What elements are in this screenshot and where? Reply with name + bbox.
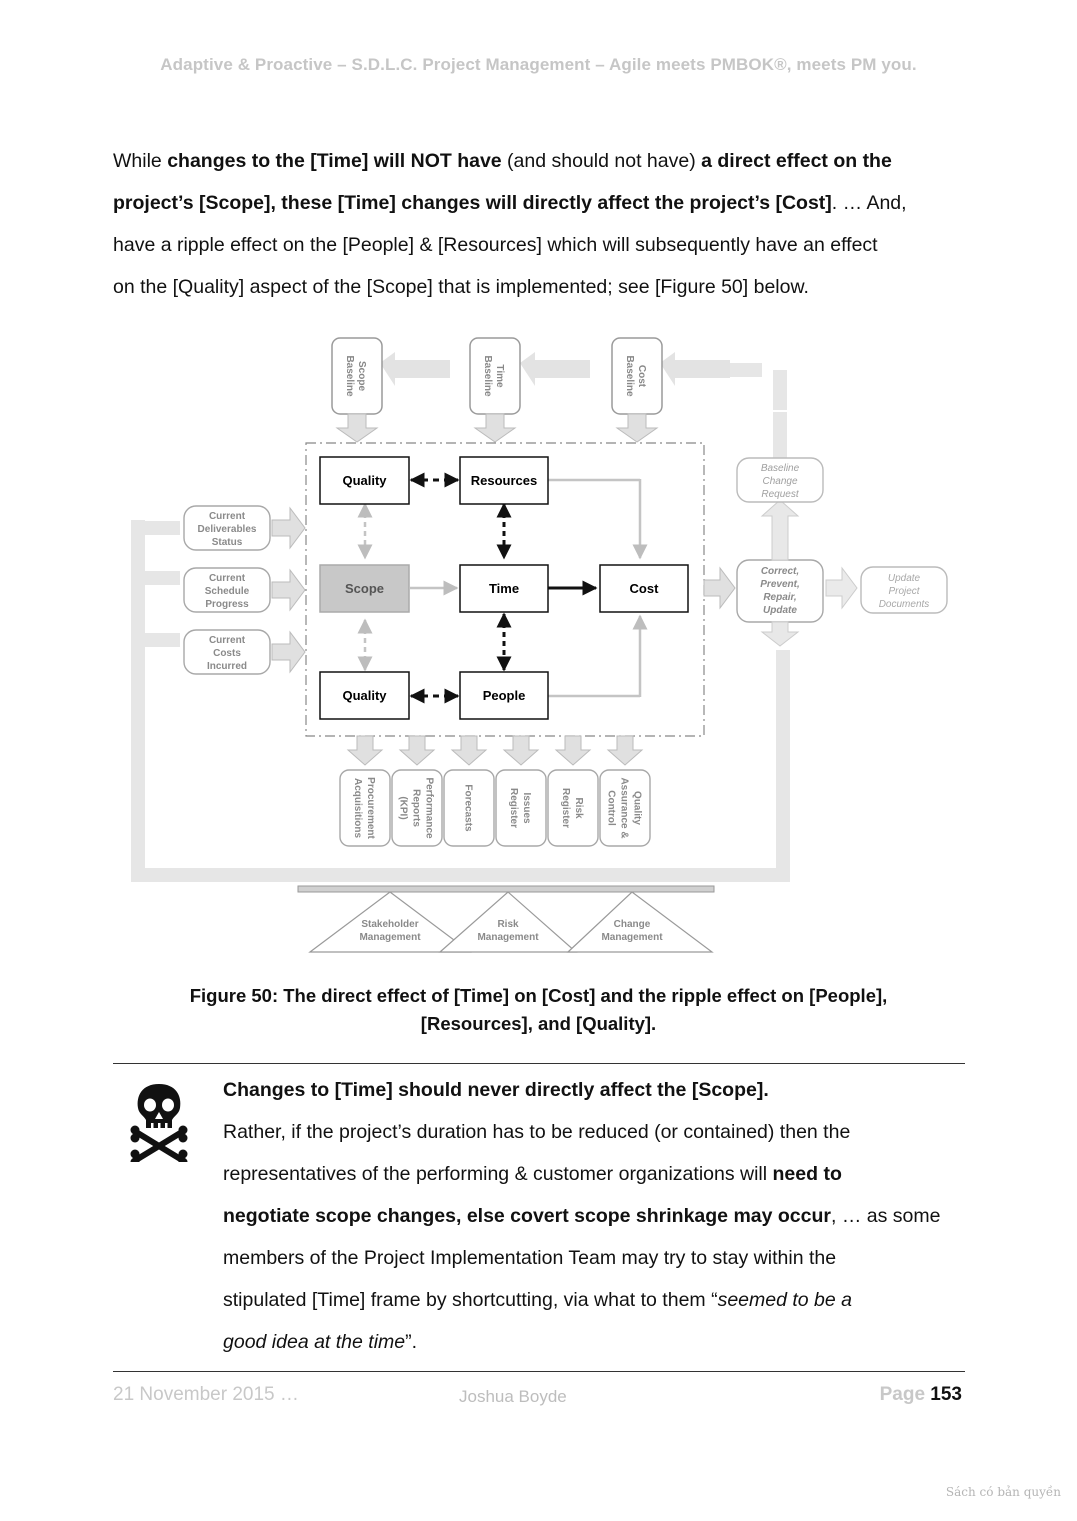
note-line-3: negotiate scope changes, else covert scope shrinkage may occur, … as some xyxy=(223,1205,941,1227)
baseline-cost xyxy=(612,338,662,442)
note-line-2: representatives of the performing & customer organizations will need to xyxy=(223,1163,842,1185)
box-time xyxy=(460,565,548,612)
note-line-4: members of the Project Implementation Team may try to stay within the xyxy=(223,1247,837,1269)
skull-crossbones-icon xyxy=(130,1080,188,1162)
svg-text:StakeholderManagement: Stakeholder Management xyxy=(359,919,421,943)
warning-note xyxy=(223,1069,963,1363)
update-project-documents xyxy=(861,567,947,613)
svg-text:QualityAssurance &Control: QualityAssurance &Control xyxy=(605,777,643,839)
svg-text:Forecasts: Forecasts xyxy=(462,784,474,832)
arrow-feedback-down xyxy=(762,622,798,646)
figure-50-diagram xyxy=(120,330,960,960)
output-doc-2 xyxy=(392,736,442,846)
arrow-to-change-request xyxy=(762,500,798,560)
footer-rule xyxy=(113,1371,965,1372)
box-quality-bottom xyxy=(320,672,409,719)
output-doc-3 xyxy=(444,736,494,846)
svg-text:RiskRegister: RiskRegister xyxy=(560,787,584,829)
box-resources xyxy=(460,457,548,504)
svg-text:PerformanceReports(KPI): PerformanceReports(KPI) xyxy=(397,777,435,839)
svg-text:People: People xyxy=(482,688,526,703)
svg-text:Time: Time xyxy=(488,581,520,596)
svg-text:Quality: Quality xyxy=(342,688,387,703)
output-doc-6 xyxy=(600,736,650,846)
box-scope xyxy=(320,565,409,612)
caption-line-1: Figure 50: The direct effect of [Time] on [Cost] and the ripple effect on [People], xyxy=(189,985,888,1006)
note-line-1: Rather, if the project’s duration has to be reduced (or contained) then the xyxy=(223,1121,851,1143)
output-documents xyxy=(340,736,650,846)
baseline-scope xyxy=(332,338,382,442)
note-top-rule xyxy=(113,1063,965,1064)
svg-text:CostBaseline: CostBaseline xyxy=(624,355,647,397)
arrow-to-update-docs xyxy=(826,568,857,608)
note-line-6: good idea at the time”. xyxy=(223,1331,418,1353)
svg-text:CurrentCostsIncurred: Current Costs Incurred xyxy=(206,635,248,672)
intro-line-2: project’s [Scope], these [Time] changes will directly affect the project’s [Cost]. … And, xyxy=(113,192,907,214)
intro-line-4: on the [Quality] aspect of the [Scope] that is implemented; see [Figure 50] below. xyxy=(113,276,809,298)
copyright-watermark: Sách có bản quyền xyxy=(945,1485,1061,1499)
svg-text:RiskManagement: Risk Management xyxy=(477,919,539,943)
footer-page-number: Page 153 xyxy=(879,1384,962,1405)
svg-text:CurrentScheduleProgress: Current Schedule Progress xyxy=(204,573,250,610)
running-header: Adaptive & Proactive – S.D.L.C. Project Management – Agile meets PMBOK®, meets PM you. xyxy=(160,55,917,74)
caption-line-2: [Resources], and [Quality]. xyxy=(420,1013,657,1034)
svg-text:BaselineChangeRequest: Baseline Change Request xyxy=(760,463,800,500)
svg-text:IssuesRegister: IssuesRegister xyxy=(508,787,532,829)
intro-line-3: have a ripple effect on the [People] & [Resources] which will subsequently have an effect xyxy=(113,234,878,256)
output-doc-5 xyxy=(548,736,598,846)
svg-text:Quality: Quality xyxy=(342,473,387,488)
note-heading: Changes to [Time] should never directly affect the [Scope]. xyxy=(223,1079,769,1101)
svg-text:CurrentDeliverablesStatus: Current Deliverables Status xyxy=(197,511,257,548)
svg-text:ChangeManagement: Change Management xyxy=(601,919,663,943)
baseline-change-request xyxy=(737,458,823,502)
svg-text:ProcurementAcquisitions: ProcurementAcquisitions xyxy=(352,777,376,839)
svg-text:Resources: Resources xyxy=(470,473,538,488)
svg-text:UpdateProjectDocuments: Update Project Documents xyxy=(878,573,930,610)
svg-text:Scope: Scope xyxy=(344,581,385,596)
box-cost xyxy=(600,565,688,612)
box-people xyxy=(460,672,548,719)
box-quality-top xyxy=(320,457,409,504)
intro-line-1: While changes to the [Time] will NOT have (and should not have) a direct effect on the xyxy=(113,150,892,172)
feedback-arrows-top xyxy=(380,352,730,386)
footer-author: Joshua Boyde xyxy=(459,1387,567,1406)
svg-text:Correct,Prevent,Repair,Update: Correct, Prevent, Repair, Update xyxy=(760,566,800,616)
arrow-to-correct xyxy=(704,568,735,608)
svg-text:ScopeBaseline: ScopeBaseline xyxy=(344,355,367,397)
svg-text:TimeBaseline: TimeBaseline xyxy=(482,355,505,397)
input-costs-incurred xyxy=(184,630,305,674)
figure-caption xyxy=(100,982,977,1038)
input-schedule-progress xyxy=(184,568,305,612)
svg-text:Cost: Cost xyxy=(629,581,659,596)
correct-prevent-repair-update xyxy=(737,560,823,622)
output-doc-1 xyxy=(340,736,390,846)
foundation-bar xyxy=(298,886,714,892)
baseline-time xyxy=(470,338,520,442)
output-doc-4 xyxy=(496,736,546,846)
input-deliverables-status xyxy=(184,506,305,550)
note-line-5: stipulated [Time] frame by shortcutting, via what to them “seemed to be a xyxy=(223,1289,853,1311)
footer-date: 21 November 2015 … xyxy=(113,1384,299,1405)
